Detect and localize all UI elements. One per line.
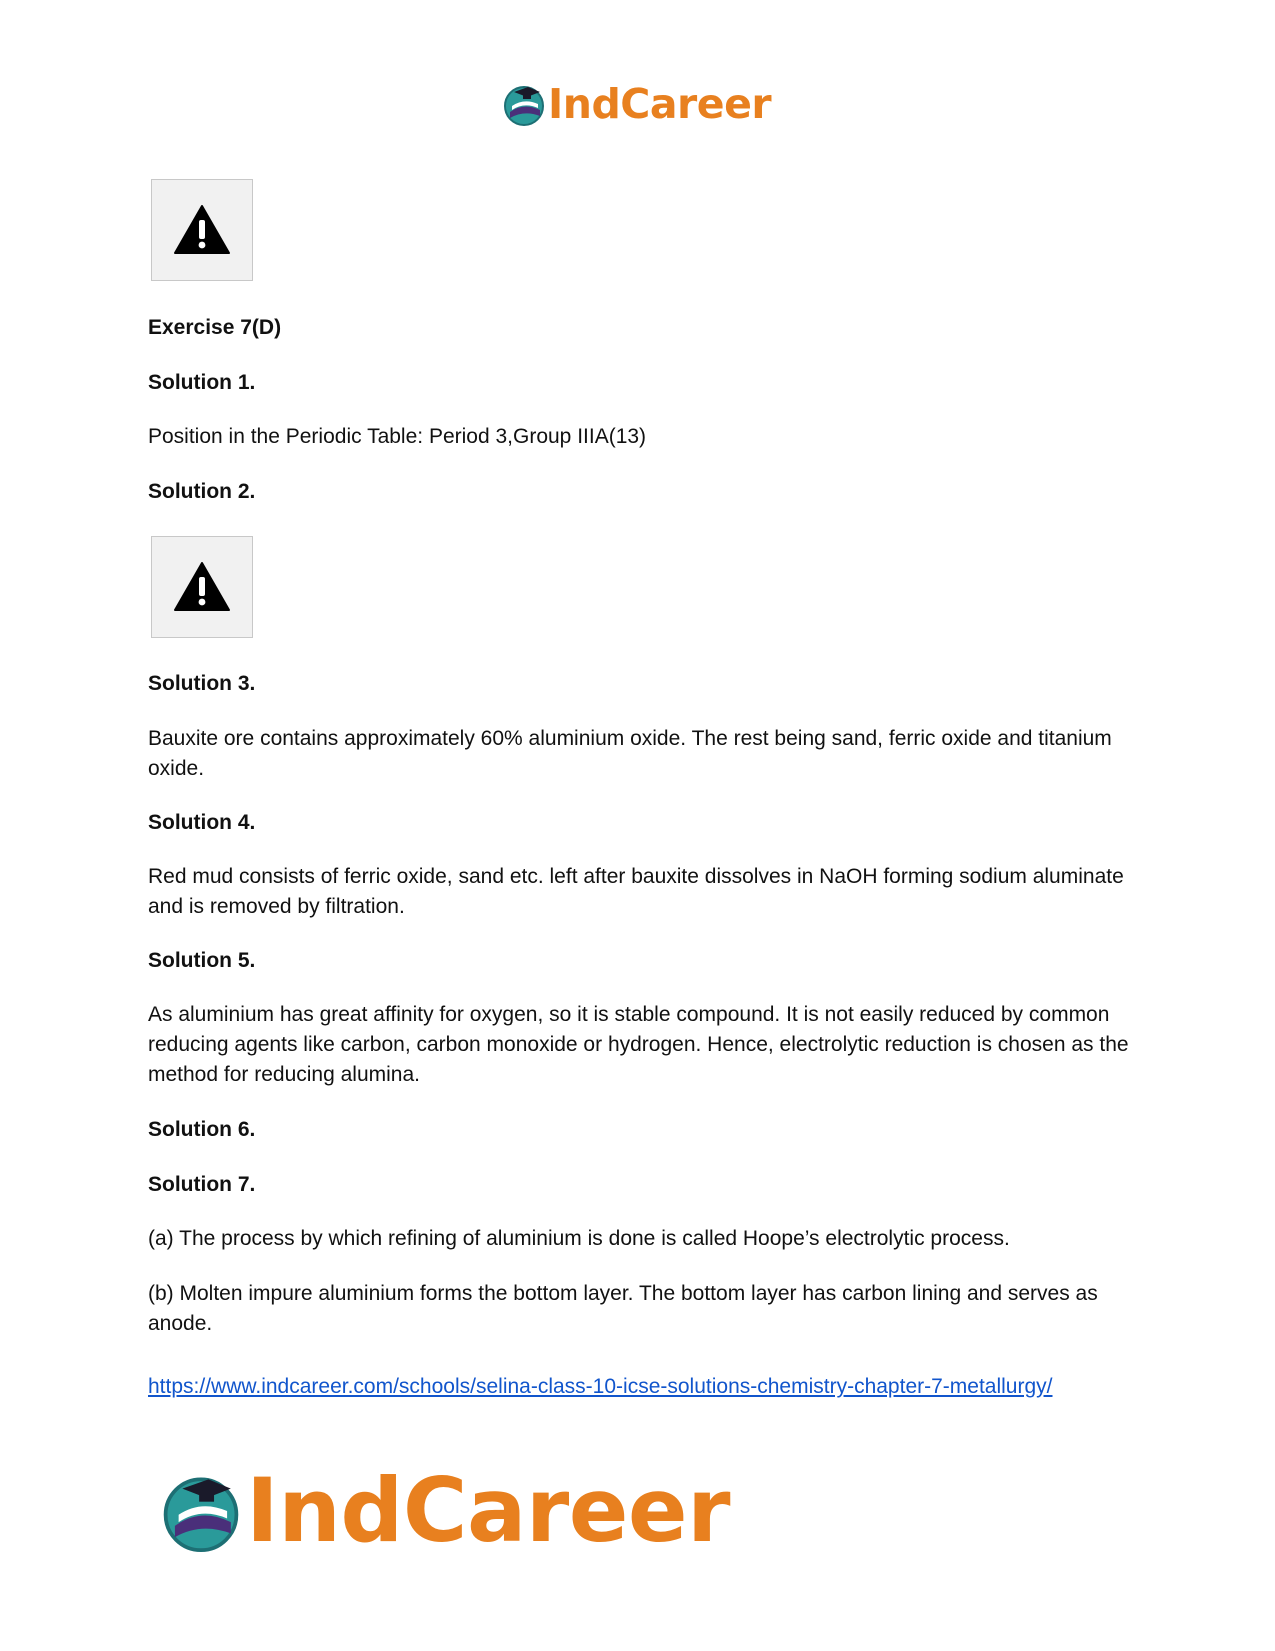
source-link[interactable]: https://www.indcareer.com/schools/selina-class-10-icse-solutions-chemistry-chapter-7-metallurgy/ — [148, 1375, 1053, 1398]
solution-heading: Solution 6. — [148, 1118, 256, 1141]
solution-heading: Solution 2. — [148, 480, 256, 503]
solution-text: Red mud consists of ferric oxide, sand etc. left after bauxite dissolves in NaOH forming sodium aluminate and is removed by filtration. — [148, 865, 1124, 918]
solution-heading: Solution 5. — [148, 949, 256, 972]
logo-text: IndCareer — [548, 80, 772, 128]
broken-image-icon — [151, 179, 253, 281]
solution-heading: Solution 7. — [148, 1173, 256, 1196]
footer-logo — [160, 1459, 731, 1562]
logo-text: IndCareer — [246, 1459, 731, 1562]
logo-globe-icon — [160, 1470, 242, 1552]
warning-icon — [173, 204, 231, 256]
solution-heading: Solution 4. — [148, 811, 256, 834]
solution-heading: Solution 3. — [148, 672, 256, 695]
solution-text-part-a: (a) The process by which refining of aluminium is done is called Hoope’s electrolytic process. — [148, 1227, 1010, 1250]
header-logo — [502, 74, 771, 134]
broken-image-icon — [151, 536, 253, 638]
solution-text: Bauxite ore contains approximately 60% aluminium oxide. The rest being sand, ferric oxide and titanium oxide. — [148, 727, 1112, 780]
solution-text: As aluminium has great affinity for oxygen, so it is stable compound. It is not easily reduced by common reducing agents like carbon, carbon monoxide or hydrogen. Hence, electrolytic reduction is chosen as the method for reducing alumina. — [148, 1003, 1129, 1086]
solution-heading: Solution 1. — [148, 371, 256, 394]
logo-globe-icon — [502, 82, 546, 126]
exercise-title: Exercise 7(D) — [148, 316, 282, 339]
solution-text: Position in the Periodic Table: Period 3,Group IIIA(13) — [148, 425, 647, 448]
warning-icon — [173, 561, 231, 613]
solution-text-part-b: (b) Molten impure aluminium forms the bottom layer. The bottom layer has carbon lining and serves as anode. — [148, 1282, 1098, 1335]
